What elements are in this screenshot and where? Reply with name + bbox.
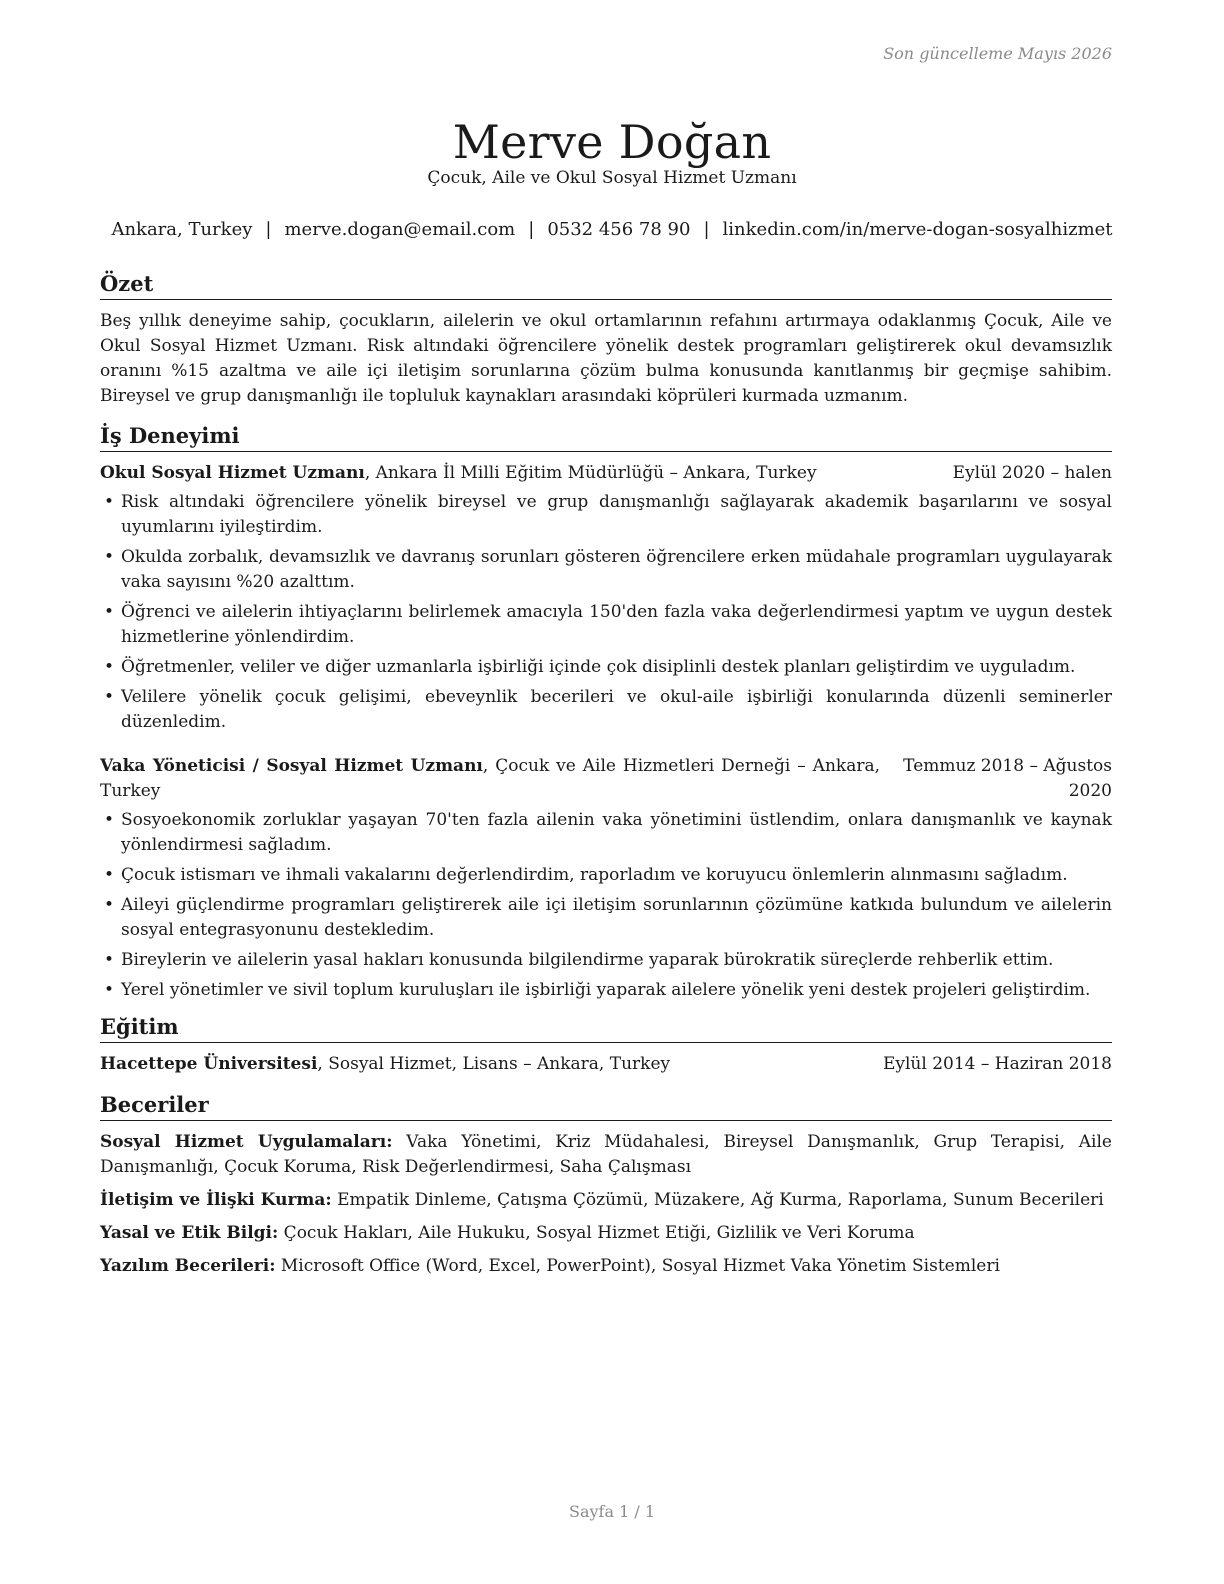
contact-linkedin[interactable]: linkedin.com/in/merve-dogan-sosyalhizmet (722, 219, 1113, 240)
bullet-icon: • (104, 492, 115, 512)
job-title-org (100, 461, 817, 486)
skill-group-items: Vaka Yönetimi, Kriz Müdahalesi, Bireysel Danışmanlık, Grup Terapisi, Aile Danışmanlığı, Çocuk Koruma, Risk Değerlendirmesi, Saha Çalışması (100, 1132, 1112, 1177)
section-title-education: Eğitim (100, 1013, 1112, 1043)
bullet-text: Aileyi güçlendirme programları geliştirerek aile içi iletişim sorunlarının çözümüne katkıda bulundum ve ailelerin sosyal entegrasyonunu destekledim. (121, 895, 1112, 940)
section-title-experience: İş Deneyimi (100, 422, 1112, 452)
job-header (100, 461, 1112, 486)
contact-separator: | (265, 219, 272, 240)
skill-group (100, 1188, 1112, 1213)
list-item (100, 545, 1112, 595)
job-bullets (100, 808, 1112, 1003)
contact-separator: | (528, 219, 535, 240)
candidate-name: Merve Doğan (452, 114, 772, 169)
bullet-text: Risk altındaki öğrencilere yönelik bireysel ve grup danışmanlığı sağlayarak akademik başarılarını ve sosyal uyumlarını iyileştirdim. (121, 492, 1112, 537)
bullet-text: Öğrenci ve ailelerin ihtiyaçlarını belirlemek amacıyla 150'den fazla vaka değerlendirmesi yaptım ve uygun destek hizmetlerine yönlendirdim. (121, 602, 1112, 647)
list-item (100, 808, 1112, 858)
skill-group-items: Microsoft Office (Word, Excel, PowerPoint), Sosyal Hizmet Vaka Yönetim Sistemleri (275, 1256, 1000, 1276)
section-title-skills: Beceriler (100, 1091, 1112, 1121)
skill-group-label: İletişim ve İlişki Kurma: (100, 1190, 332, 1210)
bullet-icon: • (104, 950, 115, 970)
bullet-icon: • (104, 895, 115, 915)
contact-phone[interactable]: 0532 456 78 90 (547, 219, 691, 240)
page-number: Sayfa 1 / 1 (568, 1502, 655, 1521)
skill-group (100, 1130, 1112, 1180)
skill-group-label: Yazılım Becerileri: (100, 1256, 276, 1276)
list-item (100, 685, 1112, 735)
list-item (100, 655, 1112, 680)
bullet-text: Okulda zorbalık, devamsızlık ve davranış sorunları gösteren öğrencilere erken müdahale programları uygulayarak vaka sayısını %20 azalttım. (121, 547, 1112, 592)
job-title-org (100, 754, 880, 804)
contact-line (0, 219, 1224, 240)
resume-body (100, 270, 1112, 1287)
education-detail: , Sosyal Hizmet, Lisans – Ankara, Turkey (317, 1054, 671, 1074)
skill-group-items: Empatik Dinleme, Çatışma Çözümü, Müzakere, Ağ Kurma, Raporlama, Sunum Becerileri (331, 1190, 1104, 1210)
last-updated: Son güncelleme Mayıs 2026 (883, 44, 1112, 63)
skill-group (100, 1254, 1112, 1279)
section-title-summary: Özet (100, 270, 1112, 300)
job-header (100, 754, 1112, 804)
job-org: , Ankara İl Milli Eğitim Müdürlüğü – Ankara, Turkey (364, 463, 817, 483)
bullet-text: Çocuk istismarı ve ihmali vakalarını değerlendirdim, raporladım ve koruyucu önlemlerin alınmasını sağladım. (121, 865, 1068, 885)
contact-location: Ankara, Turkey (111, 219, 253, 240)
bullet-icon: • (104, 687, 115, 707)
bullet-icon: • (104, 980, 115, 1000)
bullet-icon: • (104, 602, 115, 622)
list-item (100, 893, 1112, 943)
bullet-icon: • (104, 547, 115, 567)
job-role: Vaka Yöneticisi / Sosyal Hizmet Uzmanı (100, 756, 483, 776)
bullet-text: Bireylerin ve ailelerin yasal hakları konusunda bilgilendirme yaparak bürokratik süreçlerde rehberlik ettim. (121, 950, 1054, 970)
education-school: Hacettepe Üniversitesi (100, 1054, 318, 1074)
contact-email[interactable]: merve.dogan@email.com (284, 219, 516, 240)
bullet-text: Yerel yönetimler ve sivil toplum kuruluşları ile işbirliği yaparak ailelere yönelik yeni destek projeleri geliştirdim. (121, 980, 1091, 1000)
education-school-detail (100, 1052, 670, 1077)
summary-text: Beş yıllık deneyime sahip, çocukların, ailelerin ve okul ortamlarının refahını artırmaya odaklanmış Çocuk, Aile ve Okul Sosyal Hizmet Uzmanı. Risk altındaki öğrencilere yönelik destek programları geliştirerek okul devamsızlık oranını %15 azaltma ve aile içi iletişim sorunlarına çözüm bulma konusunda kanıtlanmış bir geçmişe sahibim. Bireysel ve grup danışmanlığı ile topluluk kaynakları arasındaki köprüleri kurmada uzmanım. (100, 311, 1112, 406)
list-item (100, 948, 1112, 973)
bullet-icon: • (104, 810, 115, 830)
job-entry (100, 461, 1112, 735)
job-role: Okul Sosyal Hizmet Uzmanı (100, 463, 365, 483)
bullet-icon: • (104, 865, 115, 885)
headline: Çocuk, Aile ve Okul Sosyal Hizmet Uzmanı (427, 168, 797, 188)
contact-separator: | (703, 219, 710, 240)
bullet-text: Öğretmenler, veliler ve diğer uzmanlarla işbirliği içinde çok disiplinli destek planları geliştirdim ve uyguladım. (121, 657, 1076, 677)
education-entry (100, 1052, 1112, 1077)
list-item (100, 863, 1112, 888)
job-dates: Eylül 2020 – halen (952, 463, 1112, 483)
skill-group-label: Yasal ve Etik Bilgi: (100, 1223, 279, 1243)
list-item (100, 978, 1112, 1003)
job-entry (100, 754, 1112, 1003)
bullet-icon: • (104, 657, 115, 677)
list-item (100, 600, 1112, 650)
skill-group (100, 1221, 1112, 1246)
education-dates: Eylül 2014 – Haziran 2018 (882, 1054, 1112, 1074)
skill-group-items: Çocuk Hakları, Aile Hukuku, Sosyal Hizmet Etiği, Gizlilik ve Veri Koruma (278, 1223, 915, 1243)
job-dates: Temmuz 2018 – Ağustos 2020 (903, 756, 1112, 801)
job-org: , Çocuk ve Aile Hizmetleri Derneği – Ankara, Turkey (100, 756, 880, 801)
list-item (100, 490, 1112, 540)
bullet-text: Velilere yönelik çocuk gelişimi, ebeveynlik becerileri ve okul-aile işbirliği konularında düzenli seminerler düzenledim. (121, 687, 1112, 732)
bullet-text: Sosyoekonomik zorluklar yaşayan 70'ten fazla ailenin vaka yönetimini üstlendim, onlara danışmanlık ve kaynak yönlendirmesi sağladım. (121, 810, 1112, 855)
job-bullets (100, 490, 1112, 735)
skill-group-label: Sosyal Hizmet Uygulamaları: (100, 1132, 393, 1152)
